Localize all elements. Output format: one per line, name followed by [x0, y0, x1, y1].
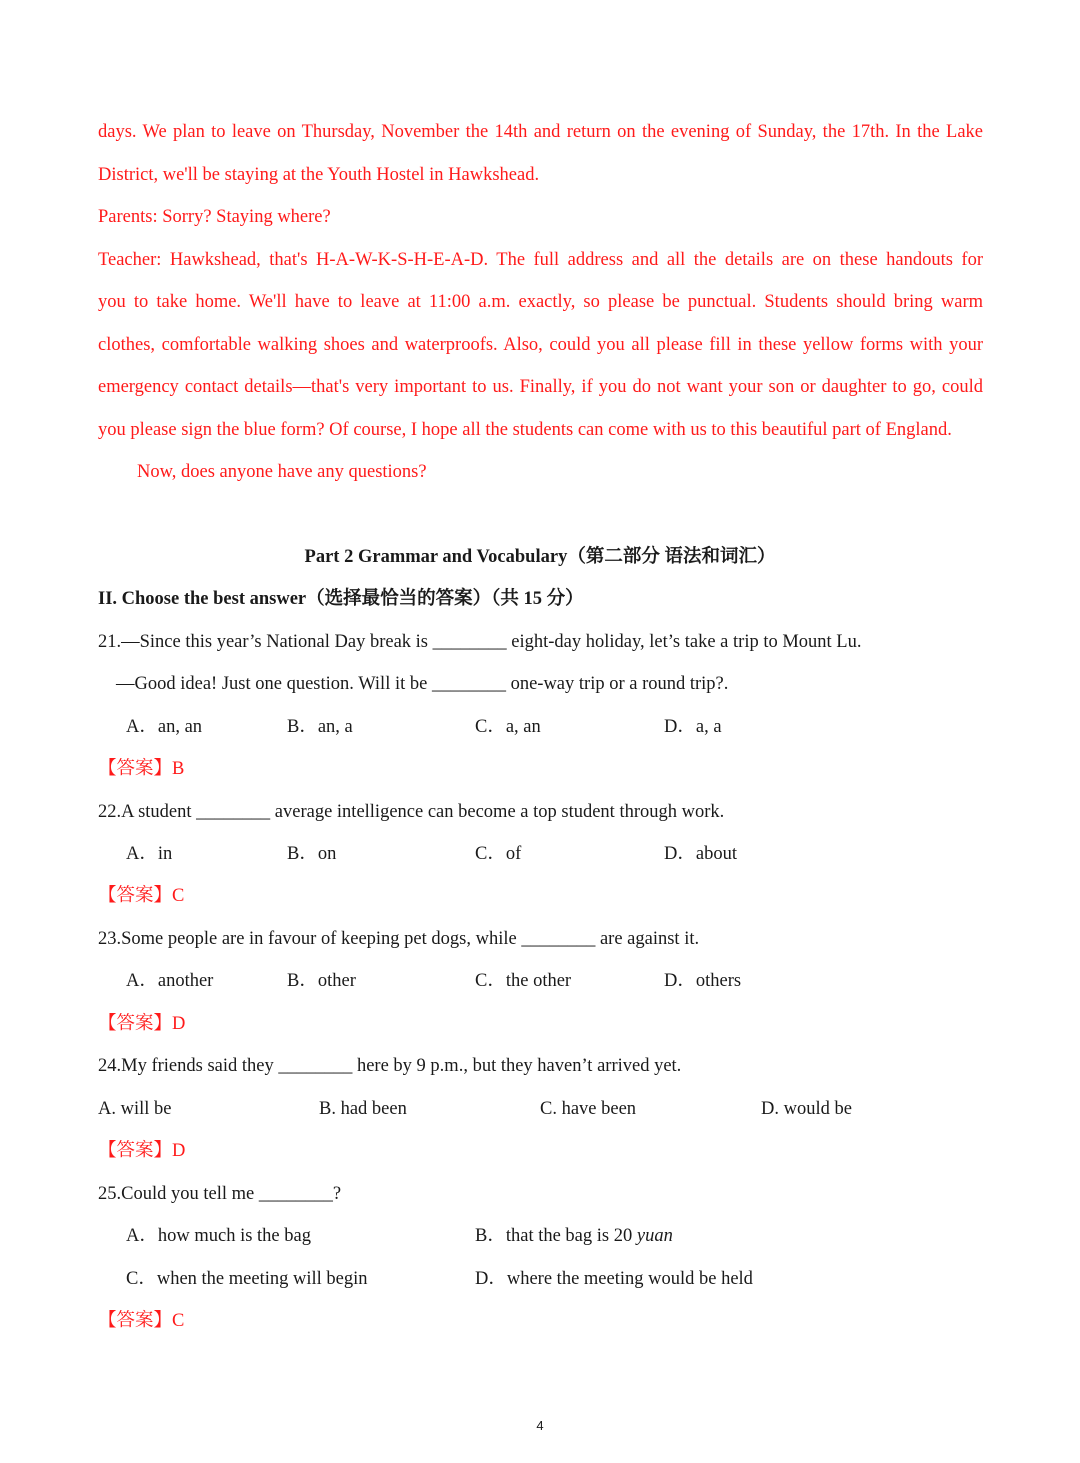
transcript-line: you please sign the blue form? Of course, I hope all the students can come with us to this beautiful part of England.: [98, 420, 952, 440]
option-b: B. had been: [319, 1099, 407, 1119]
question-stem: —Good idea! Just one question. Will it be ________ one-way trip or a round trip?.: [116, 674, 729, 694]
option-b: [475, 1224, 673, 1248]
question-stem: 24.My friends said they ________ here by 9 p.m., but they haven’t arrived yet.: [98, 1056, 682, 1076]
option-b-text: B．that the bag is 20: [475, 1226, 637, 1246]
option-b: B．an, a: [287, 717, 353, 737]
question-stem: 21.—Since this year’s National Day break is ________ eight-day holiday, let’s take a trip to Mount Lu.: [98, 632, 862, 652]
option-c: C. have been: [540, 1099, 637, 1119]
option-b-unit: yuan: [636, 1226, 673, 1246]
option-b: B．other: [287, 971, 356, 991]
page-number: 4: [536, 1418, 544, 1433]
option-d: D. would be: [761, 1099, 852, 1119]
transcript-line: you to take home. We'll have to leave at 11:00 a.m. exactly, so please be punctual. Students should bring warm: [98, 292, 983, 312]
transcript-line: Parents: Sorry? Staying where?: [98, 207, 331, 227]
option-a: A．how much is the bag: [126, 1226, 311, 1246]
answer-key: 【答案】C: [98, 886, 185, 906]
option-d: D．where the meeting would be held: [475, 1269, 753, 1289]
option-d: D．others: [664, 971, 742, 991]
transcript-line: Now, does anyone have any questions?: [137, 462, 427, 482]
transcript-line: Teacher: Hawkshead, that's H-A-W-K-S-H-E-A-D. The full address and all the details are on these handouts for: [98, 250, 983, 270]
transcript-line: days. We plan to leave on Thursday, November the 14th and return on the evening of Sunday, the 17th. In the Lake: [98, 122, 983, 142]
option-c: C．of: [475, 844, 522, 864]
option-c: C．the other: [475, 971, 572, 991]
transcript-line: clothes, comfortable walking shoes and waterproofs. Also, could you all please fill in these yellow forms with your: [98, 335, 983, 355]
question-stem: 22.A student ________ average intelligence can become a top student through work.: [98, 802, 725, 822]
answer-key: 【答案】B: [98, 759, 185, 779]
answer-key: 【答案】D: [98, 1141, 186, 1161]
question-stem: 23.Some people are in favour of keeping pet dogs, while ________ are against it.: [98, 929, 700, 949]
option-c: C．when the meeting will begin: [126, 1269, 368, 1289]
option-d: D．about: [664, 844, 737, 864]
transcript-line: emergency contact details—that's very important to us. Finally, if you do not want your son or daughter to go, could: [98, 377, 983, 397]
option-a: A．another: [126, 971, 214, 991]
option-b: B．on: [287, 844, 337, 864]
option-c: C．a, an: [475, 717, 541, 737]
option-a: A. will be: [98, 1099, 172, 1119]
transcript-line: District, we'll be staying at the Youth Hostel in Hawkshead.: [98, 165, 540, 185]
question-stem: 25.Could you tell me ________?: [98, 1184, 342, 1204]
option-a: A．in: [126, 844, 173, 864]
part-title: Part 2 Grammar and Vocabulary（第二部分 语法和词汇）: [304, 547, 776, 567]
answer-key: 【答案】D: [98, 1014, 186, 1034]
section-title: II. Choose the best answer（选择最恰当的答案）（共 15 分）: [98, 589, 584, 609]
option-a: A．an, an: [126, 717, 203, 737]
answer-key: 【答案】C: [98, 1311, 185, 1331]
option-d: D．a, a: [664, 717, 722, 737]
